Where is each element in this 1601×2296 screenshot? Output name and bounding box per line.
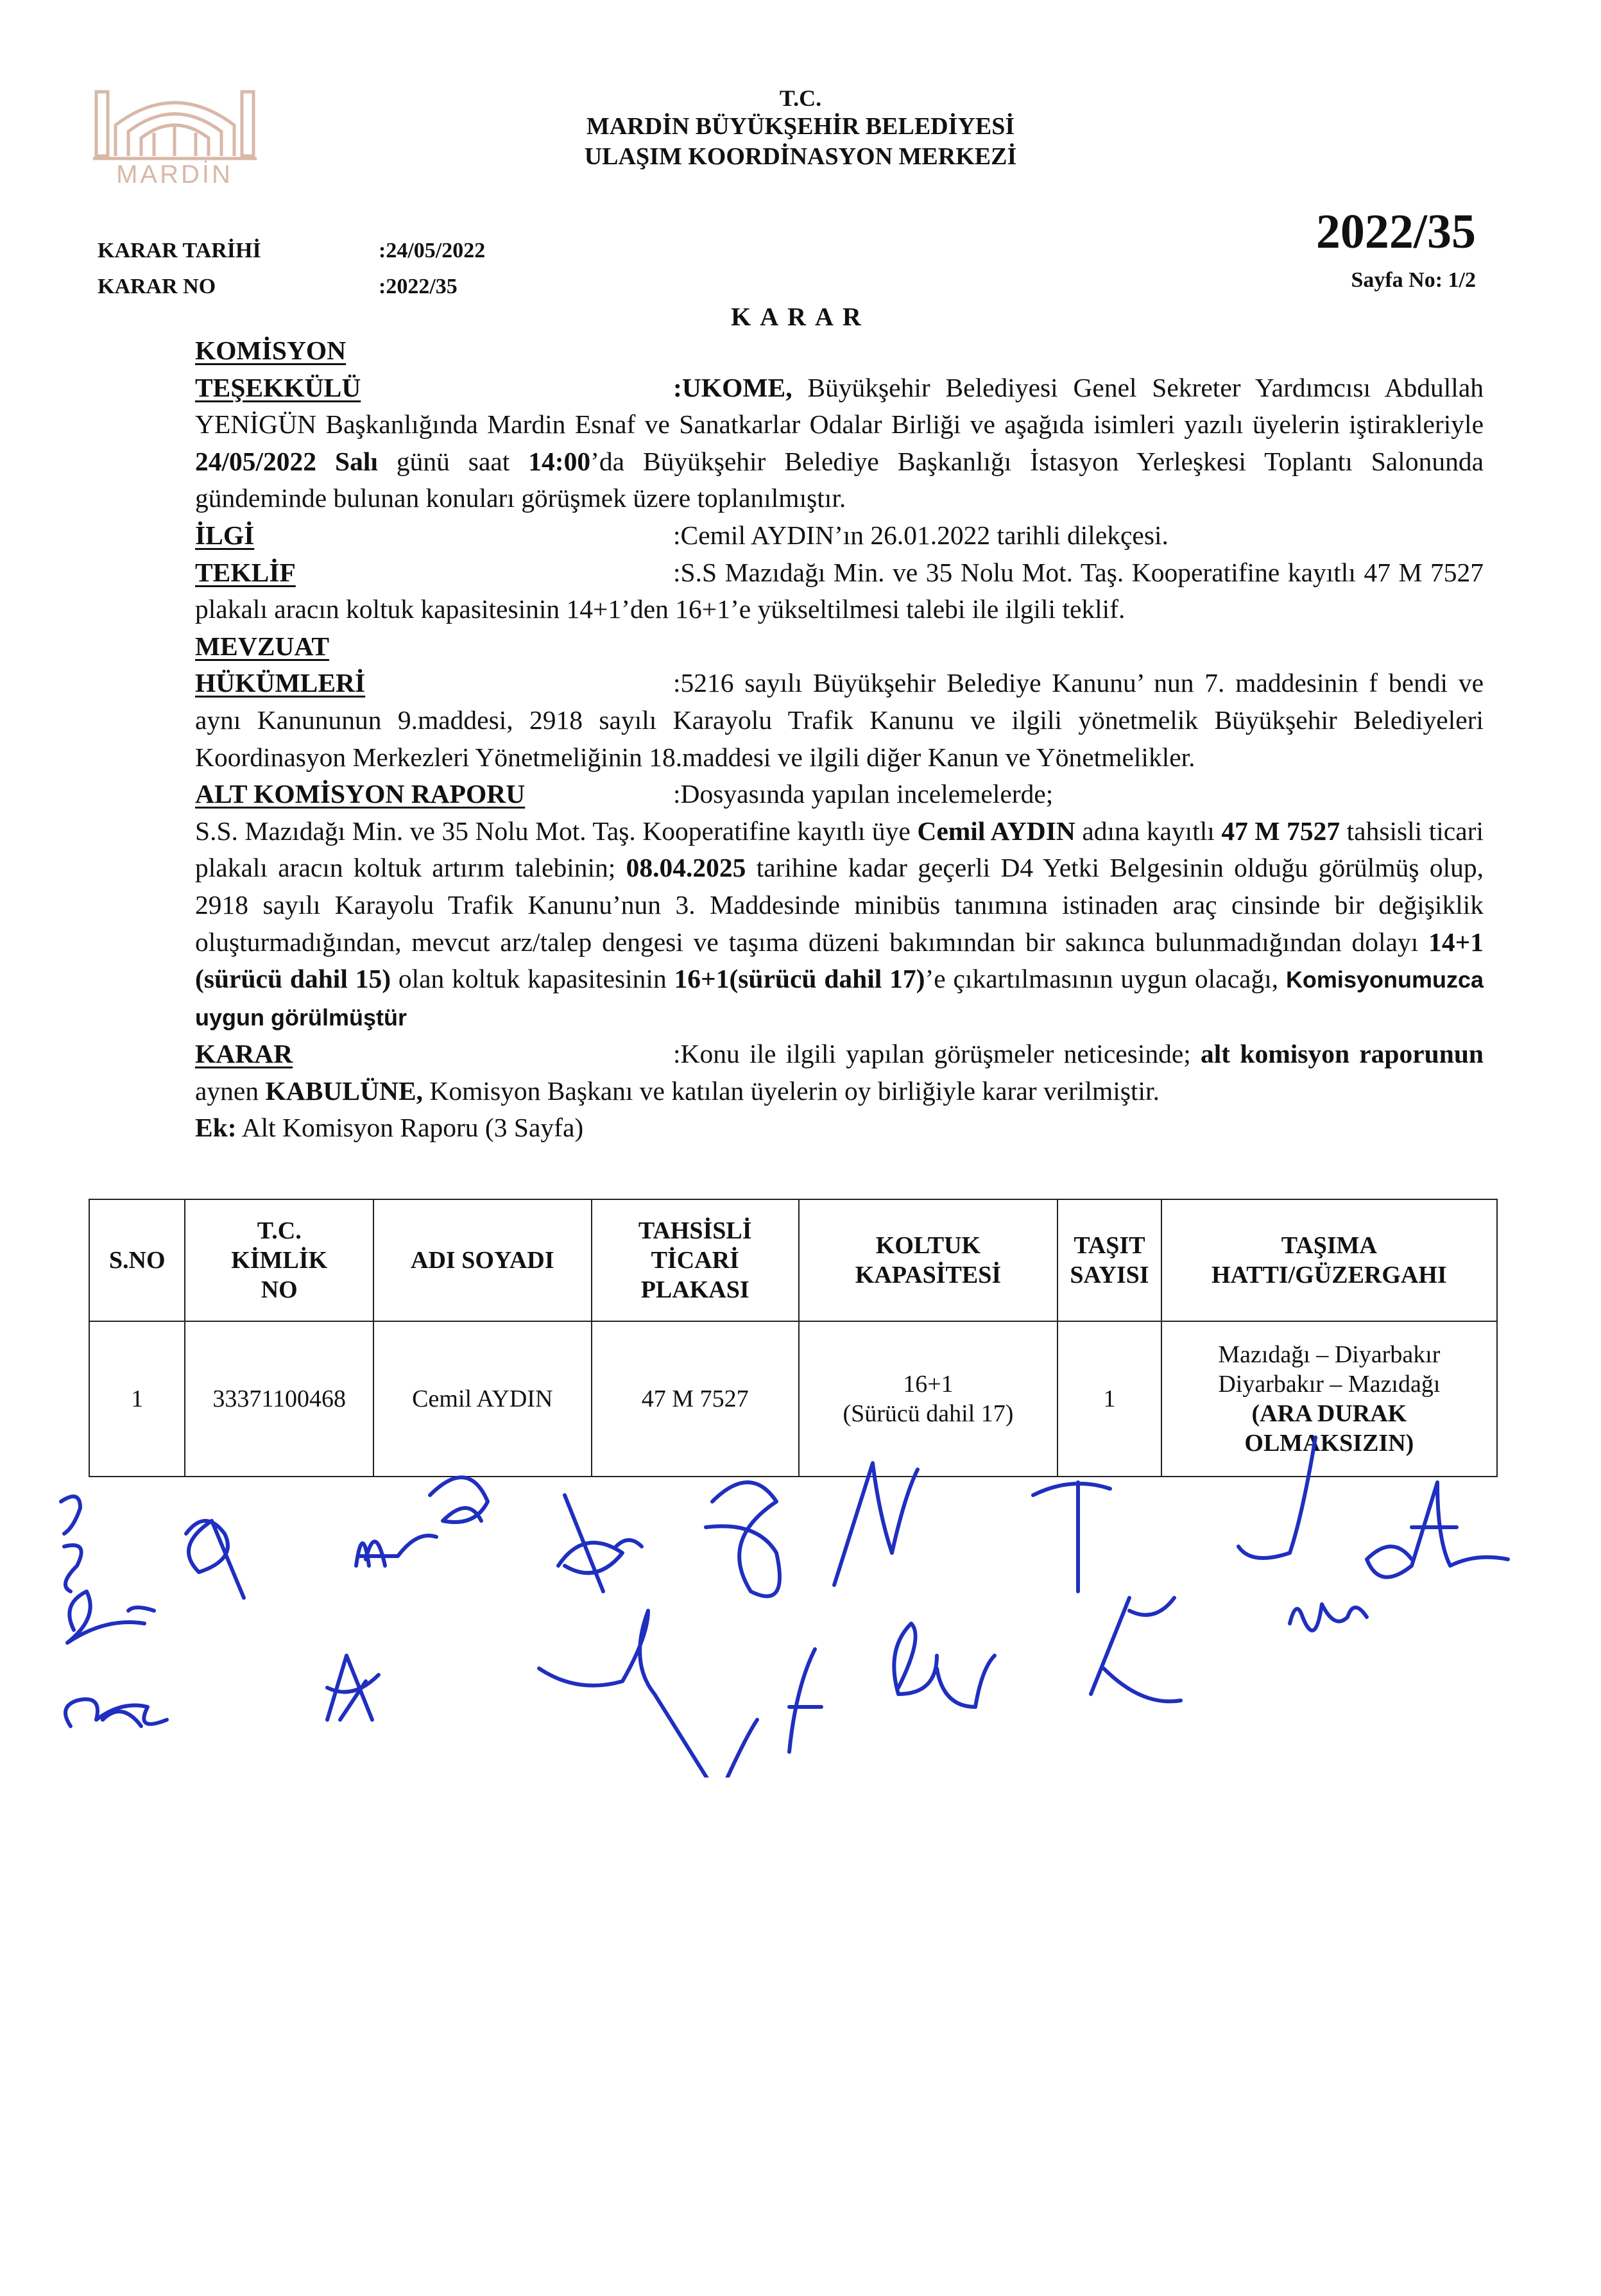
karar-tarihi-value: :24/05/2022: [379, 239, 486, 262]
signature-11: [327, 1656, 379, 1720]
header-tc: T.C.: [779, 85, 822, 111]
komisyon-paragraph: TEŞEKKÜLÜ :UKOME, Büyükşehir Belediyesi Genel Sekreter Yardımcısı Abdullah YENİGÜN Başkanlığında Mardin Esnaf ve Sanatkarlar Odalar Birliği ve aşağıda isimleri yazılı üyelerin iştirakleriyle 24/05/2022 Salı günü saat 14:00’da Büyükşehir Belediye Başkanlığı İstasyon Yerleşkesi Toplantı Salonunda gündeminde bulunan konuları görüşmek üzere toplanılmıştır.: [195, 372, 1484, 513]
komisyon-label: KOMİSYON: [195, 336, 347, 365]
cell-capacity: 16+1 (Sürücü dahil 17): [799, 1321, 1057, 1477]
karar-tarihi-label: KARAR TARİHİ: [98, 239, 261, 262]
signature-2: [186, 1521, 244, 1598]
document-title: KARAR: [731, 302, 870, 331]
karar-no-label: KARAR NO: [98, 275, 216, 298]
signature-6: [834, 1463, 918, 1585]
signature-13: [789, 1649, 821, 1752]
signature-15: [1091, 1598, 1181, 1701]
signatures: [0, 1418, 1601, 1778]
signature-10: [65, 1699, 167, 1726]
signature-5: [706, 1482, 780, 1597]
signature-4: [558, 1495, 642, 1591]
signature-14: [894, 1623, 995, 1707]
signature-1: [61, 1496, 154, 1643]
ilgi-paragraph: İLGİ :Cemil AYDIN’ın 26.01.2022 tarihli dilekçesi.: [195, 520, 1169, 550]
header-department: ULAŞIM KOORDİNASYON MERKEZİ: [584, 143, 1017, 170]
signature-8: [1238, 1437, 1315, 1558]
svg-text:MARDİN: MARDİN: [116, 160, 233, 189]
cell-name: Cemil AYDIN: [373, 1321, 592, 1477]
karar-no-value: :2022/35: [379, 275, 458, 298]
col-plate: TAHSİSLİ TİCARİ PLAKASI: [592, 1199, 799, 1321]
ek-line: Ek: Alt Komisyon Raporu (3 Sayfa): [195, 1113, 584, 1143]
cell-plate: 47 M 7527: [592, 1321, 799, 1477]
cell-sno: 1: [89, 1321, 185, 1477]
mevzuat-label: MEVZUAT: [195, 631, 330, 661]
decision-body: [98, 332, 1484, 1147]
col-name: ADI SOYADI: [373, 1199, 592, 1321]
table-header-row: [89, 1199, 1497, 1321]
signature-7: [1033, 1482, 1110, 1591]
col-tc: T.C. KİMLİK NO: [185, 1199, 373, 1321]
alt-komisyon-heading: ALT KOMİSYON RAPORU :Dosyasında yapılan incelemelerde;: [195, 779, 1054, 809]
alt-komisyon-paragraph: S.S. Mazıdağı Min. ve 35 Nolu Mot. Taş. Kooperatifine kayıtlı üye Cemil AYDIN adına kayıtlı 47 M 7527 tahsisli ticari plakalı aracın koltuk artırım talebinin; 08.04.2025 tarihine kadar geçerli D4 Yetki Belgesinin olduğu görülmüş olup, 2918 sayılı Karayolu Trafik Kanunu’nun 3. Maddesinde minibüs tanımına istinaden araç cinsinde bir değişiklik oluşturmadığından, mevcut arz/talep dengesi ve taşıma düzeni bakımından bir sakınca bulunmadığından dolayı 14+1 (sürücü dahil 15) olan koltuk kapasitesinin 16+1(sürücü dahil 17)’e çıkartılmasının uygun olacağı, Komisyonumuzca uygun görülmüştür: [195, 816, 1484, 1031]
cell-route: Mazıdağı – Diyarbakır Diyarbakır – Mazıdağı (ARA DURAK OLMAKSIZIN): [1161, 1321, 1497, 1477]
cell-count: 1: [1057, 1321, 1161, 1477]
col-count: TAŞIT SAYISI: [1057, 1199, 1161, 1321]
col-route: TAŞIMA HATTI/GÜZERGAHI: [1161, 1199, 1497, 1321]
header-institution: MARDİN BÜYÜKŞEHİR BELEDİYESİ: [586, 113, 1015, 140]
document-number: 2022/35: [1315, 205, 1476, 259]
signature-9: [1367, 1482, 1508, 1577]
karar-paragraph: KARAR :Konu ile ilgili yapılan görüşmeler neticesinde; alt komisyon raporunun aynen KABULÜNE, Komisyon Başkanı ve katılan üyelerin oy birliğiyle karar verilmiştir.: [195, 1039, 1484, 1106]
mevzuat-paragraph: HÜKÜMLERİ :5216 sayılı Büyükşehir Belediye Kanunu’ nun 7. maddesinin f bendi ve aynı Kanununun 9.maddesi, 2918 sayılı Karayolu Trafik Kanunu ve ilgili yönetmelik Büyükşehir Belediyeleri Koordinasyon Merkezleri Yönetmeliğinin 18.maddesi ve ilgili diğer Kanun ve Yönetmelikler.: [195, 668, 1484, 772]
col-sno: S.NO: [89, 1199, 185, 1321]
signature-16: [1290, 1604, 1367, 1631]
signature-3: [356, 1477, 488, 1566]
cell-tc: 33371100468: [185, 1321, 373, 1477]
signature-12: [539, 1611, 757, 1778]
page-number: Sayfa No: 1/2: [1351, 268, 1476, 292]
teklif-paragraph: TEKLİF :S.S Mazıdağı Min. ve 35 Nolu Mot. Taş. Kooperatifine kayıtlı 47 M 7527 plakalı aracın koltuk kapasitesinin 14+1’den 16+1’e yükseltilmesi talebi ile ilgili teklif.: [195, 557, 1484, 624]
col-capacity: KOLTUK KAPASİTESİ: [799, 1199, 1057, 1321]
